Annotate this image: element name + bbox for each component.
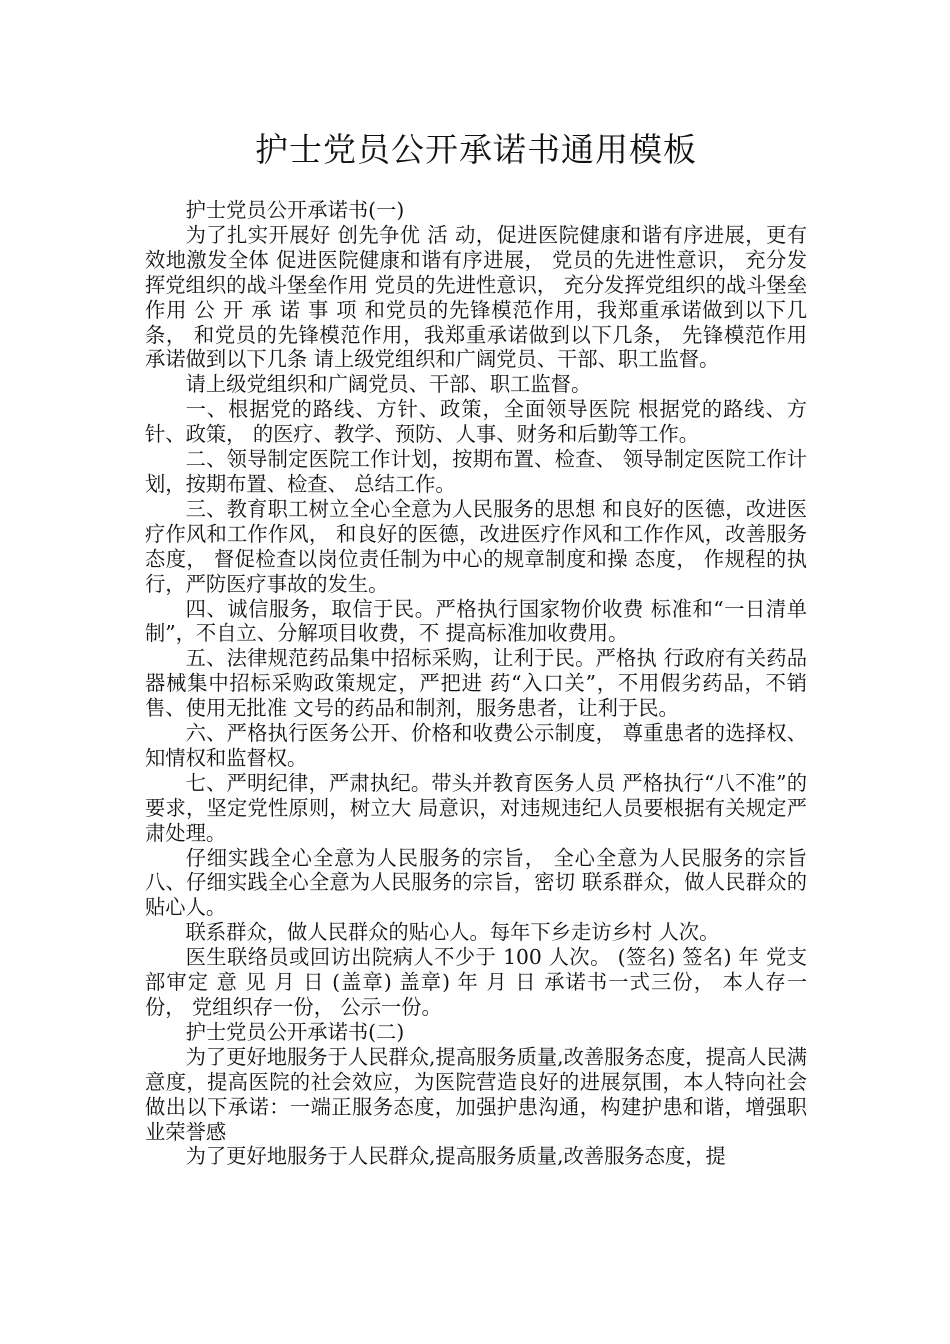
paragraph-item-6: 六、严格执行医务公开、价格和收费公示制度， 尊重患者的选择权、知情权和监督权。 xyxy=(145,721,807,770)
paragraph-pledge-2: 为了更好地服务于人民群众,提高服务质量,改善服务态度，提高人民满意度，提高医院的社会效应，为医院营造良好的进展氛围，本人特向社会做出以下承诺：一端正服务态度，加强护患沟通，构建护患和谐，增强职业荣誉感 xyxy=(145,1044,807,1144)
paragraph-item-2: 二、领导制定医院工作计划，按期布置、检查、 领导制定医院工作计划，按期布置、检查、 总结工作。 xyxy=(145,447,807,496)
paragraph-item-3: 三、教育职工树立全心全意为人民服务的思想 和良好的医德，改进医疗作风和工作作风， 和良好的医德，改进医疗作风和工作作风，改善服务 态度， 督促检查以岗位责任制为中心的规章制度和操 态度， 作规程的执行，严防医疗事故的发生。 xyxy=(145,496,807,596)
paragraph-subtitle-1: 护士党员公开承诺书(一) xyxy=(185,198,405,222)
document-title: 护士党员公开承诺书通用模板 xyxy=(255,130,697,169)
paragraph-pledge-2-repeat: 为了更好地服务于人民群众,提高服务质量,改善服务态度，提 xyxy=(185,1144,726,1169)
paragraph-intro: 为了扎实开展好 创先争优 活 动，促进医院健康和谐有序进展，更有效地激发全体 促进医院健康和谐有序进展， 党员的先进性意识， 充分发挥党组织的战斗堡垒作用 党员的先进性意识， 充分发挥党组织的战斗堡垒作用 公 开 承 诺 事 项 和党员的先锋模范作用，我郑重承诺做到以下几条， 和党员的先锋模范作用，我郑重承诺做到以下几条， 先锋模范作用 承诺做到以下几条 请上级党组织和广阔党员、干部、职工监督。 xyxy=(145,222,807,372)
paragraph-item-1: 一、根据党的路线、方针、政策，全面领导医院 根据党的路线、方针、政策， 的医疗、教学、预防、人事、财务和后勤等工作。 xyxy=(145,397,807,447)
document-body xyxy=(145,198,807,1169)
paragraph-item-4: 四、诚信服务，取信于民。严格执行国家物价收费 标准和“一日清单制”，不自立、分解项目收费，不 提高标准加收费用。 xyxy=(145,596,807,646)
document-page xyxy=(145,128,807,1169)
paragraph-signature: 医生联络员或回访出院病人不少于 100 人次。 (签名) 签名) 年 党支部审定 意 见 月 日 (盖章) 盖章) 年 月 日 承诺书一式三份， 本人存一份， 党组织存一份， 公示一份。 xyxy=(145,945,807,1019)
paragraph-visits: 联系群众，做人民群众的贴心人。每年下乡走访乡村 人次。 xyxy=(185,920,720,945)
paragraph-item-8: 仔细实践全心全意为人民服务的宗旨， 全心全意为人民服务的宗旨 八、仔细实践全心全意为人民服务的宗旨，密切 联系群众，做人民群众的贴心人。 xyxy=(145,845,807,920)
paragraph-item-5: 五、法律规范药品集中招标采购，让利于民。严格执 行政府有关药品器械集中招标采购政策规定，严把进 药“入口关”，不用假劣药品，不销售、使用无批准 文号的药品和制剂，服务患者，让利于民。 xyxy=(145,646,807,721)
paragraph-supervision: 请上级党组织和广阔党员、干部、职工监督。 xyxy=(185,372,592,397)
paragraph-item-7: 七、严明纪律，严肃执纪。带头并教育医务人员 严格执行“八不准”的要求，坚定党性原则，树立大 局意识，对违规违纪人员要根据有关规定严肃处理。 xyxy=(145,770,807,845)
paragraph-subtitle-2: 护士党员公开承诺书(二) xyxy=(185,1019,405,1044)
